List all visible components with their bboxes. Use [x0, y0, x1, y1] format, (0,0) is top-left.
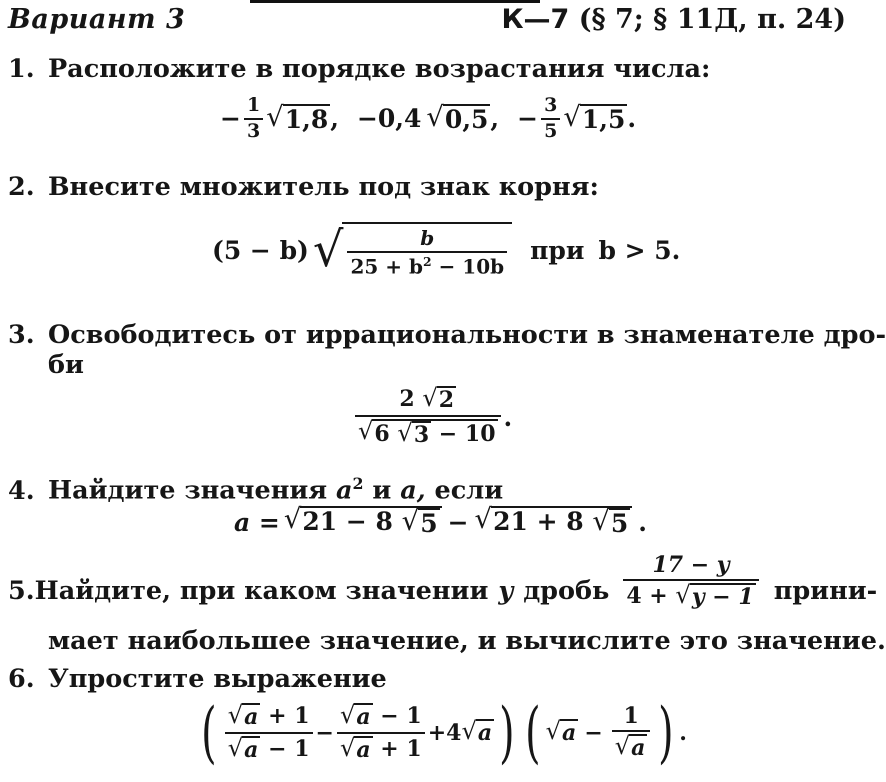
- test-code-rest: (§ 7; § 11Д, п. 24): [569, 4, 846, 35]
- task-6-expression: [196, 694, 687, 771]
- denominator: √ a: [612, 730, 651, 761]
- minus-sign: −: [220, 104, 241, 134]
- radical: √ a: [461, 717, 493, 747]
- radicand: a: [477, 720, 493, 747]
- task-text: Расположите в порядке возрастания числа:: [48, 54, 711, 84]
- task-number: 3.: [8, 320, 35, 350]
- task-5-line-2: мает наибольшее значение, и вычислите это значение.: [48, 626, 886, 656]
- numerator: 1: [623, 702, 639, 729]
- radical: √ $\frac{b}{25 + b^2 - 10b}$: [313, 222, 512, 280]
- task-3-expression: [352, 386, 512, 449]
- period: .: [679, 720, 687, 746]
- radicand: 0,5: [444, 104, 489, 134]
- left-paren: (: [201, 694, 217, 771]
- condition-word: при: [530, 236, 585, 266]
- radical: √ 1,8: [266, 100, 329, 134]
- term: 4 +: [626, 583, 668, 610]
- numerator: √ a + 1: [227, 700, 310, 730]
- task-6: [8, 664, 387, 694]
- exponent: 2: [352, 474, 364, 493]
- fraction: [541, 96, 560, 142]
- inner-radical: √ 5: [592, 505, 629, 538]
- radicand: [372, 419, 497, 448]
- separator: ,: [330, 104, 339, 134]
- term: + 1: [372, 736, 422, 762]
- coefficient: −0,4: [356, 104, 422, 134]
- radicand: a: [562, 720, 577, 747]
- variable: y: [498, 576, 514, 607]
- task-number: 6.: [8, 664, 35, 694]
- term: +4: [427, 720, 462, 746]
- term: − 1: [372, 702, 422, 729]
- fraction: [225, 700, 313, 764]
- radicand: [342, 222, 512, 280]
- variable: a: [336, 475, 353, 506]
- radical: √ y − 1: [675, 581, 754, 611]
- numerator: 1: [246, 94, 261, 116]
- minus-sign: −: [584, 720, 603, 746]
- term: − 1: [260, 736, 310, 762]
- numerator: √ a − 1: [339, 700, 422, 730]
- factor: (5 − b): [212, 236, 309, 266]
- task-4-expression: [234, 503, 647, 539]
- radicand: y − 1: [691, 584, 754, 611]
- minus-sign: −: [315, 720, 334, 746]
- task-2: [8, 172, 599, 202]
- term: + 1: [260, 702, 310, 729]
- right-paren: ): [658, 694, 675, 771]
- fraction: [337, 700, 425, 764]
- radicand: 2: [438, 387, 455, 413]
- task-1: [8, 54, 710, 84]
- fraction: [244, 96, 263, 142]
- task-number: 1.: [8, 54, 35, 84]
- task-text: Найдите, при каком значении: [34, 576, 489, 607]
- page-header: [8, 4, 846, 38]
- task-1-expression: [220, 96, 636, 142]
- period: .: [503, 402, 513, 432]
- task-text: Найдите значения: [48, 475, 328, 506]
- conjunction: и: [372, 475, 392, 506]
- radical: √ 1,5: [563, 100, 626, 134]
- conjunction: если: [434, 475, 504, 506]
- radicand: [300, 506, 441, 539]
- task-5: [8, 552, 878, 611]
- separator: ,: [490, 104, 500, 134]
- radical: √ 2: [422, 384, 455, 413]
- top-rule: [250, 0, 540, 3]
- minus-sign: −: [447, 507, 469, 537]
- condition: b > 5.: [598, 236, 681, 266]
- task-3-line-2: би: [48, 350, 84, 380]
- task-number: 2.: [8, 172, 35, 202]
- radical: √ 0,5: [426, 100, 489, 134]
- right-paren: ): [499, 694, 515, 771]
- radicand: a: [631, 734, 646, 761]
- radicand: a: [356, 703, 371, 730]
- task-text: Упростите выражение: [48, 664, 387, 694]
- period: .: [638, 507, 647, 537]
- task-3: [8, 320, 886, 350]
- task-text: Внесите множитель под знак корня:: [48, 172, 599, 202]
- task-4: [8, 474, 503, 506]
- inner-radical: √ 5: [401, 505, 438, 538]
- inner-radical: √ 3: [397, 419, 430, 449]
- task-number: 5.: [8, 576, 35, 607]
- numerator: 3: [544, 94, 558, 116]
- term: 21 − 8: [302, 507, 393, 536]
- task-text-tail: прини-: [773, 576, 878, 607]
- radicand: a: [356, 737, 371, 763]
- lhs: a =: [234, 507, 280, 537]
- minus-sign: −: [517, 104, 539, 134]
- coefficient: 2: [399, 386, 415, 412]
- fraction: [347, 228, 507, 278]
- denominator: [355, 415, 501, 448]
- radical: √ 6 √ 3 − 10: [358, 417, 496, 449]
- numerator: b: [420, 226, 435, 250]
- word: дробь: [523, 576, 610, 607]
- coefficient: 6: [374, 421, 390, 448]
- term: 21 + 8: [493, 507, 584, 536]
- denominator: √ a + 1: [337, 732, 425, 763]
- radicand: 3: [413, 422, 430, 449]
- denominator: 3: [244, 118, 263, 142]
- test-code: [501, 4, 846, 35]
- numerator: 17 − y: [652, 552, 730, 578]
- variable: a,: [400, 475, 426, 506]
- fraction: [623, 554, 758, 610]
- radicand: 1,8: [284, 104, 329, 134]
- term: − 10: [431, 421, 496, 448]
- radical: √ a: [545, 717, 577, 747]
- denominator: [623, 579, 758, 610]
- denominator-part: 25 + b: [350, 254, 423, 279]
- radical: √ 21 − 8 √ 5: [284, 506, 442, 539]
- radicand: 5: [420, 509, 438, 538]
- radicand: a: [244, 737, 259, 763]
- radicand: 5: [610, 509, 629, 538]
- denominator: [347, 251, 507, 278]
- radicand: 1,5: [581, 104, 626, 134]
- radicand: a: [244, 703, 259, 730]
- denominator: 5: [541, 118, 560, 142]
- radicand: [491, 506, 632, 539]
- task-text: Освободитесь от иррациональности в знаменателе дро-: [48, 320, 886, 350]
- period: .: [627, 104, 637, 134]
- exponent: 2: [422, 254, 432, 269]
- task-2-expression: [212, 222, 680, 280]
- fraction: [612, 702, 651, 761]
- fraction: [355, 386, 501, 449]
- denominator-part: − 10b: [431, 254, 505, 279]
- numerator: [396, 386, 459, 415]
- left-paren: (: [525, 694, 541, 771]
- test-code-prefix: К—7: [501, 4, 570, 35]
- task-number: 4.: [8, 475, 35, 506]
- denominator: √ a − 1: [225, 732, 313, 763]
- variant-title: Вариант 3: [8, 4, 186, 35]
- radical: √ 21 + 8 √ 5: [475, 506, 633, 539]
